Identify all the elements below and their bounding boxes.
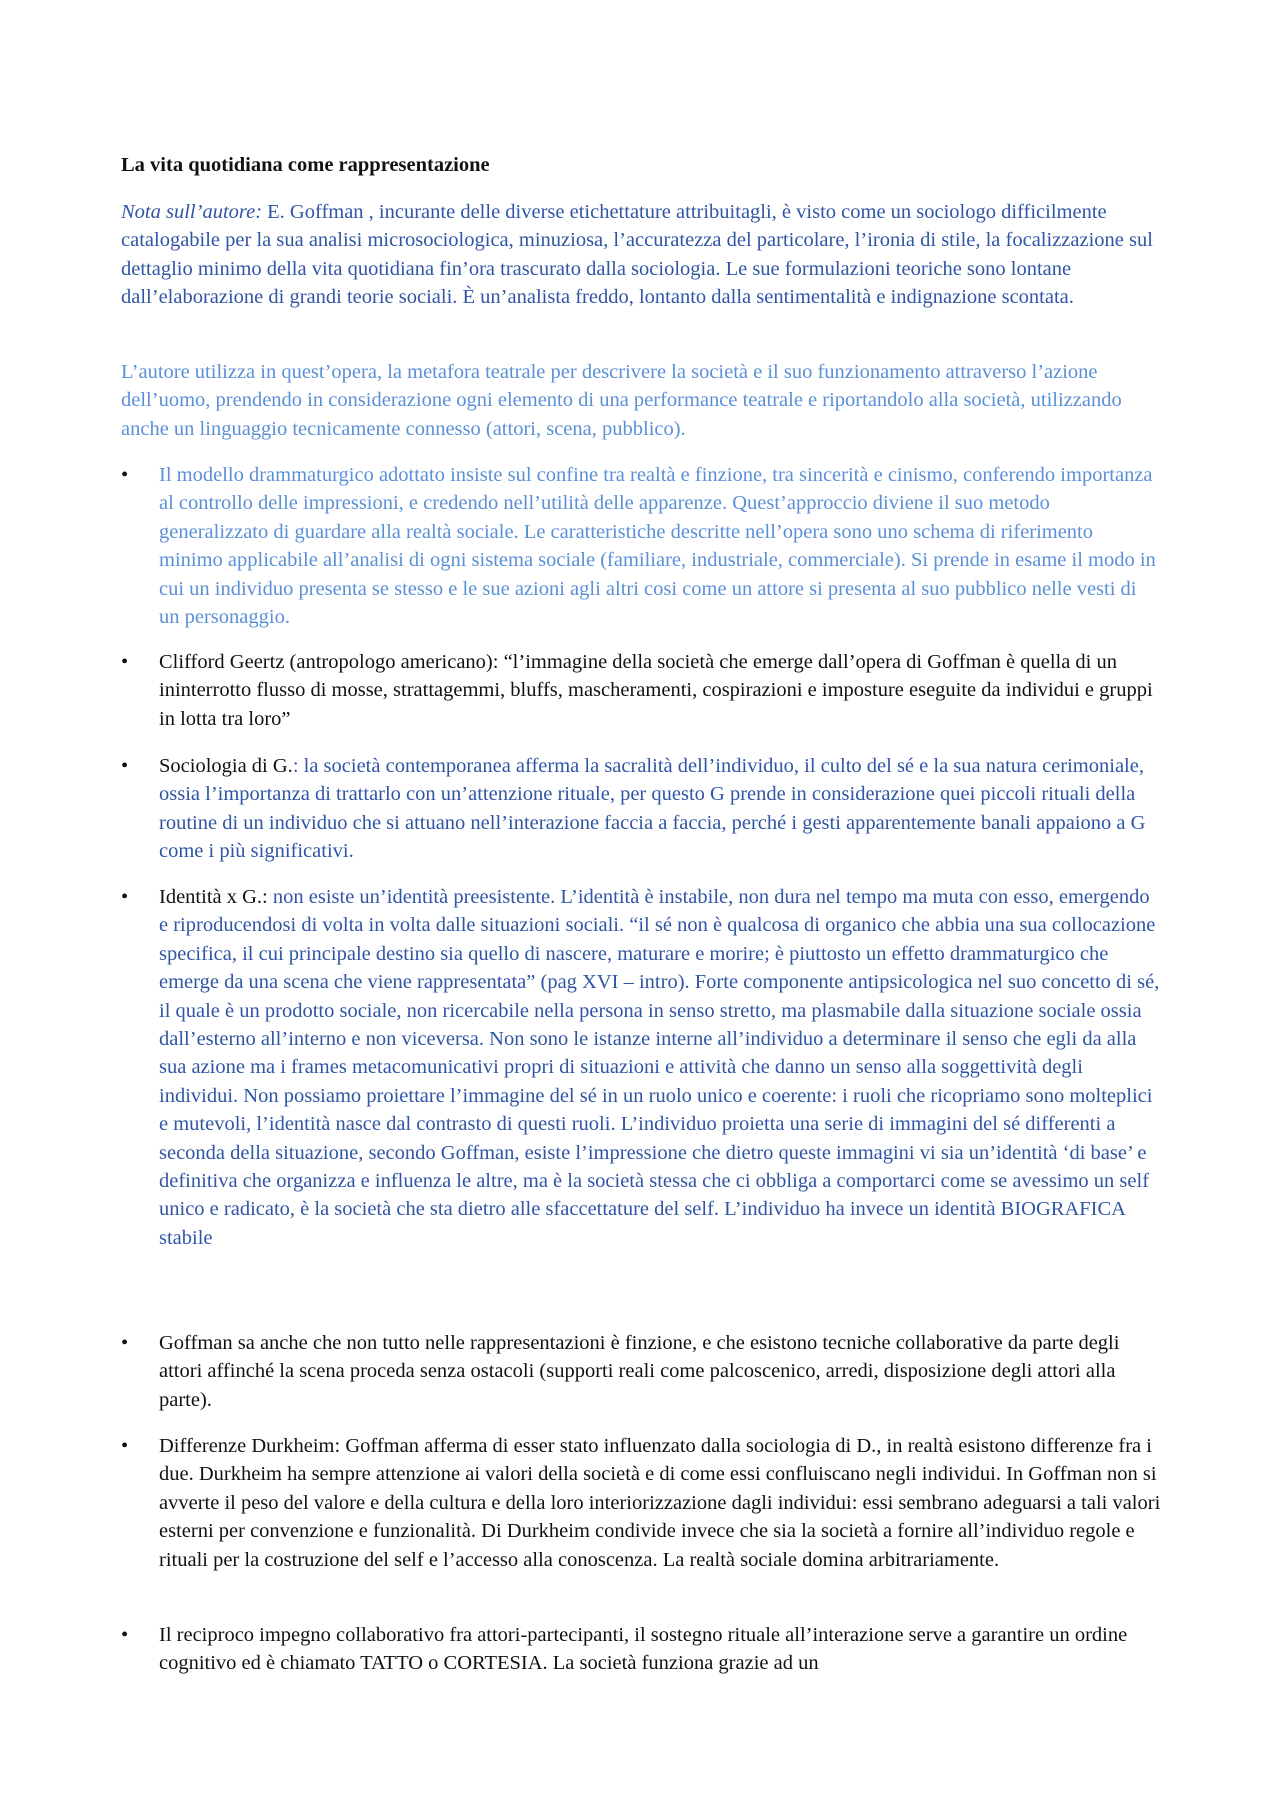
bullet-icon: • — [121, 755, 129, 777]
identity-text: non esiste un’identità preesistente. L’identità è instabile, non dura nel tempo ma muta con esso, emergendo e riproducendosi di volta in volta dalle situazioni sociali. “il sé non è qualcosa di organico che abbia una sua collocazione specifica, il cui principale destino sia quello di nascere, maturare e morire; è piuttosto un effetto drammaturgico che emerge da una scena che viene rappresentata” (pag XVI – intro). Forte componente antipsicologica nel suo concetto di sé, il quale è un prodotto sociale, non ricercabile nella persona in senso stretto, ma plasmabile dalla situazione sociale ossia dall’esterno all’interno e non viceversa. Non sono le istanze interne all’individuo a determinare il senso che egli da alla sua azione ma i frames metacomunicativi propri di situazioni e attività che danno un senso alla soggettività degli individui. Non possiamo proiettare l’immagine del sé in un ruolo unico e coerente: i ruoli che ricopriamo sono molteplici e mutevoli, l’identità nasce dal contrasto di questi ruoli. L’individuo proietta una serie di immagini del sé differenti a seconda della situazione, secondo Goffman, esiste l’impressione che dietro queste immagini vi sia un’identità ‘di base’ e definitiva che organizza e influenza le altre, ma è la società stessa che ci obbliga a comportarci come se avessimo un self unico e radicato, è la società che sta dietro alle sfaccettature del self. L’individuo ha invece un identità BIOGRAFICA stabile — [159, 886, 1160, 1249]
list-item — [121, 1621, 1161, 1678]
list-item — [121, 648, 1161, 733]
bullet-icon: • — [121, 651, 129, 673]
sociology-text: : la società contemporanea afferma la sacralità dell’individuo, il culto del sé e la sua natura cerimoniale, ossia l’importanza di trattarlo con un’attenzione rituale, per questo G prende in considerazione quei piccoli rituali della routine di un individuo che si attuano nell’interazione faccia a faccia, perché i gesti apparentemente banali appaiono a G come i più significativi. — [159, 755, 1146, 863]
bullet-icon: • — [121, 1435, 129, 1457]
list-item — [121, 752, 1161, 866]
identity-label: Identità x G.: — [159, 886, 268, 908]
document-title: La vita quotidiana come rappresentazione — [121, 154, 490, 176]
bullet-icon: • — [121, 1332, 129, 1354]
dramaturgical-model-text: Il modello drammaturgico adottato insiste sul confine tra realtà e finzione, tra sincerità e cinismo, conferendo importanza al controllo delle impressioni, e credendo nell’utilità delle apparenze. Quest’approccio diviene il suo metodo generalizzato di guardare alla realtà sociale. Le caratteristiche descritte nell’opera sono uno schema di riferimento minimo applicabile all’analisi di ogni sistema sociale (familiare, industriale, commerciale). Si prende in esame il modo in cui un individuo presenta se stesso e le sue azioni agli altri cosi come un attore si presenta al suo pubblico nelle vesti di un personaggio. — [159, 464, 1156, 629]
author-note-paragraph — [121, 198, 1161, 312]
list-item — [121, 1432, 1161, 1574]
collaborative-techniques-text: Goffman sa anche che non tutto nelle rappresentazioni è finzione, e che esistono tecniche collaborative da parte degli attori affinché la scena proceda senza ostacoli (supporti reali come palcoscenico, arredi, disposizione degli attori alla parte). — [159, 1332, 1120, 1411]
bullet-icon: • — [121, 886, 129, 908]
theatre-metaphor-paragraph: L’autore utilizza in quest’opera, la metafora teatrale per descrivere la società e il suo funzionamento attraverso l’azione dell’uomo, prendendo in considerazione ogni elemento di una performance teatrale e riportandolo alla società, utilizzando anche un linguaggio tecnicamente connesso (attori, scena, pubblico). — [121, 361, 1122, 440]
geertz-quote-text: Clifford Geertz (antropologo americano): “l’immagine della società che emerge dall’opera di Goffman è quella di un ininterrotto flusso di mosse, strattagemmi, bluffs, mascheramenti, cospirazioni e imposture eseguite da individui e gruppi in lotta tra loro” — [159, 651, 1153, 730]
list-item — [121, 883, 1161, 1252]
bullet-icon: • — [121, 1624, 129, 1646]
author-note-label: Nota sull’autore: — [121, 201, 263, 223]
list-item — [121, 1329, 1161, 1414]
bullet-icon: • — [121, 464, 129, 486]
durkheim-differences-text: Differenze Durkheim: Goffman afferma di esser stato influenzato dalla sociologia di D., in realtà esistono differenze fra i due. Durkheim ha sempre attenzione ai valori della società e di come essi confluiscano negli individui. In Goffman non si avverte il peso del valore e della cultura e della loro interiorizzazione dagli individui: essi sembrano adeguarsi a tali valori esterni per convenzione e funzionalità. Di Durkheim condivide invece che sia la società a fornire all’individuo regole e rituali per la costruzione del self e l’accesso alla conoscenza. La realtà sociale domina arbitrariamente. — [159, 1435, 1161, 1571]
sociology-label: Sociologia di G. — [159, 755, 293, 777]
tact-courtesy-text: Il reciproco impegno collaborativo fra attori-partecipanti, il sostegno rituale all’interazione serve a garantire un ordine cognitivo ed è chiamato TATTO o CORTESIA. La società funziona grazie ad un — [159, 1624, 1128, 1675]
author-note-text: E. Goffman , incurante delle diverse etichettature attribuitagli, è visto come un sociologo difficilmente catalogabile per la sua analisi microsociologica, minuziosa, l’accuratezza del particolare, l’ironia di stile, la focalizzazione sul dettaglio minimo della vita quotidiana fin’ora trascurato dalla sociologia. Le sue formulazioni teoriche sono lontane dall’elaborazione di grandi teorie sociali. È un’analista freddo, lontanto dalla sentimentalità e indignazione scontata. — [121, 201, 1153, 309]
list-item — [121, 461, 1161, 631]
